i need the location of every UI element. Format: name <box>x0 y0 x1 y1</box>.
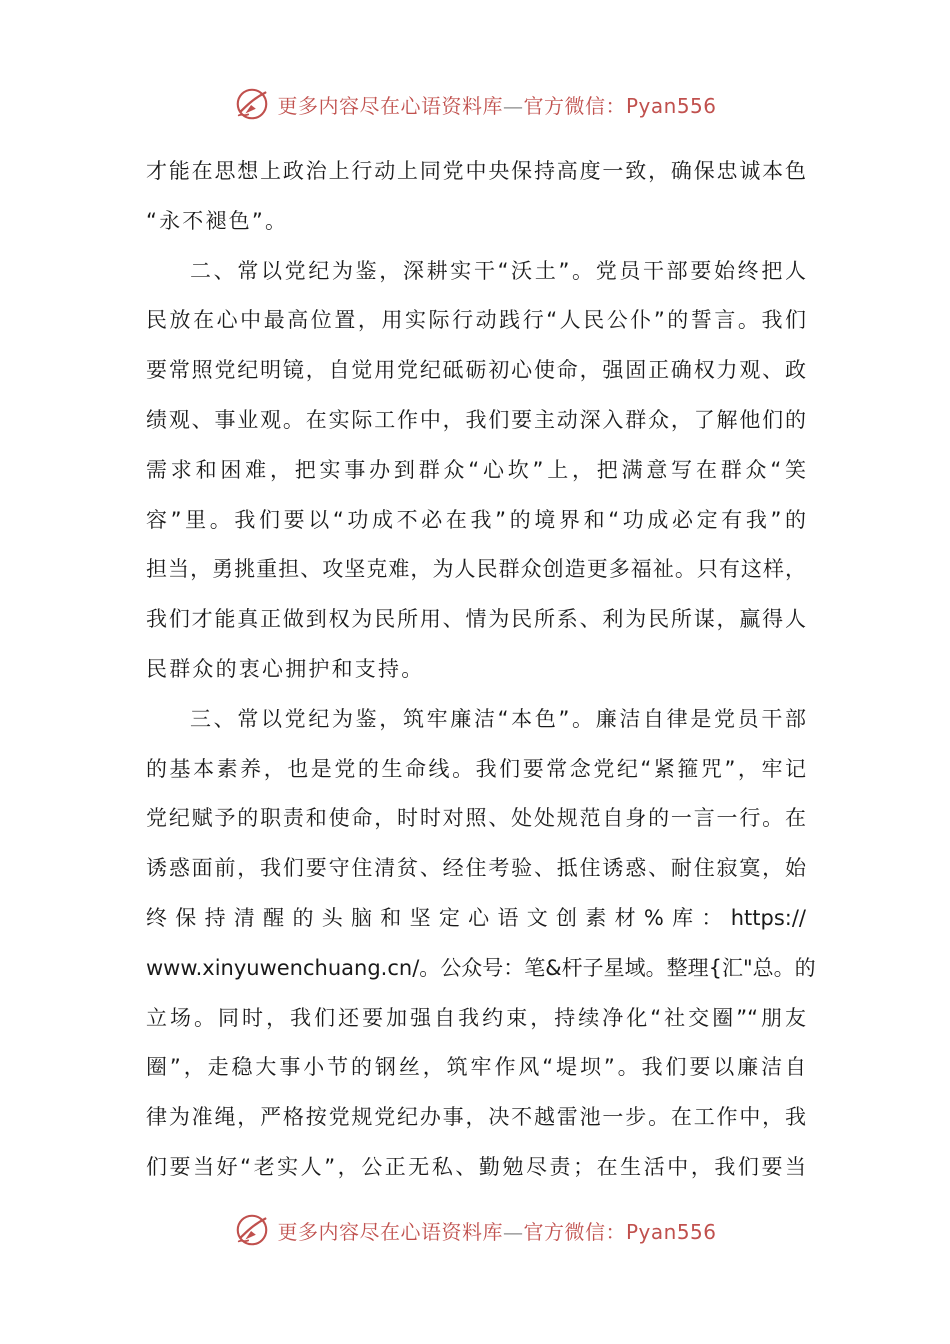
text-line: 民放在心中最高位置，用实际行动践行“人民公仆”的誓言。我们 <box>146 308 806 333</box>
text-line: 才能在思想上政治上行动上同党中央保持高度一致，确保忠诚本色 <box>146 159 806 183</box>
text-line: www.xinyuwenchuang.cn/。公众号：笔&杆子星域。整理{汇"总。的 <box>146 955 816 980</box>
text-line: 律为准绳，严格按党规党纪办事，决不越雷池一步。在工作中，我 <box>146 1105 806 1130</box>
text-line: 三、常以党纪为鉴，筑牢廉洁“本色”。廉洁自律是党员干部 <box>190 706 806 731</box>
footer-banner-text <box>277 1216 716 1245</box>
pen-nib-logo-icon <box>233 1211 271 1249</box>
footer-banner-title: 更多内容尽在心语资料库 <box>277 1219 503 1244</box>
header-wechat-id: Pyan556 <box>625 93 717 118</box>
footer-wechat-id: Pyan556 <box>625 1219 717 1244</box>
text-line: 担当，勇挑重担、攻坚克难，为人民群众创造更多福祉。只有这样， <box>146 557 806 582</box>
text-line: 我们才能真正做到权为民所用、情为民所系、利为民所谋，赢得人 <box>146 607 806 632</box>
text-line: 党纪赋予的职责和使命，时时对照、处处规范自身的一言一行。在 <box>146 806 806 831</box>
text-line: 容”里。我们要以“功成不必在我”的境界和“功成必定有我”的 <box>146 507 806 532</box>
text-line: 圈”，走稳大事小节的钢丝，筑牢作风“堤坝”。我们要以廉洁自 <box>146 1055 806 1080</box>
text-line: 需求和困难，把实事办到群众“心坎”上，把满意写在群众“笑 <box>146 457 806 482</box>
text-line: 民群众的衷心拥护和支持。 <box>146 656 425 681</box>
header-banner-title: 更多内容尽在心语资料库 <box>277 93 503 118</box>
pen-nib-logo-icon <box>233 85 271 123</box>
text-line: 终保持清醒的头脑和坚定心语文创素材%库：https:// <box>146 905 806 930</box>
footer-wechat-label: 官方微信： <box>523 1219 626 1244</box>
footer-banner-separator: — <box>502 1219 524 1244</box>
footer-banner[interactable] <box>0 1208 950 1252</box>
body-text <box>146 147 816 1193</box>
text-line: 绩观、事业观。在实际工作中，我们要主动深入群众，了解他们的 <box>146 407 806 432</box>
header-banner[interactable] <box>0 82 950 126</box>
header-banner-separator: — <box>502 93 524 118</box>
header-banner-text <box>277 90 716 119</box>
text-line: 的基本素养，也是党的生命线。我们要常念党纪“紧箍咒”，牢记 <box>146 756 806 781</box>
text-line: 二、常以党纪为鉴，深耕实干“沃土”。党员干部要始终把人 <box>190 258 806 283</box>
text-line: 们要当好“老实人”，公正无私、勤勉尽责；在生活中，我们要当 <box>146 1154 806 1179</box>
text-line: 立场。同时，我们还要加强自我约束，持续净化“社交圈”“朋友 <box>146 1005 806 1030</box>
header-wechat-label: 官方微信： <box>523 93 626 118</box>
text-line: “永不褪色”。 <box>146 208 289 233</box>
text-line: 诱惑面前，我们要守住清贫、经住考验、抵住诱惑、耐住寂寞，始 <box>146 856 806 881</box>
text-line: 要常照党纪明镜，自觉用党纪砥砺初心使命，强固正确权力观、政 <box>146 358 806 383</box>
